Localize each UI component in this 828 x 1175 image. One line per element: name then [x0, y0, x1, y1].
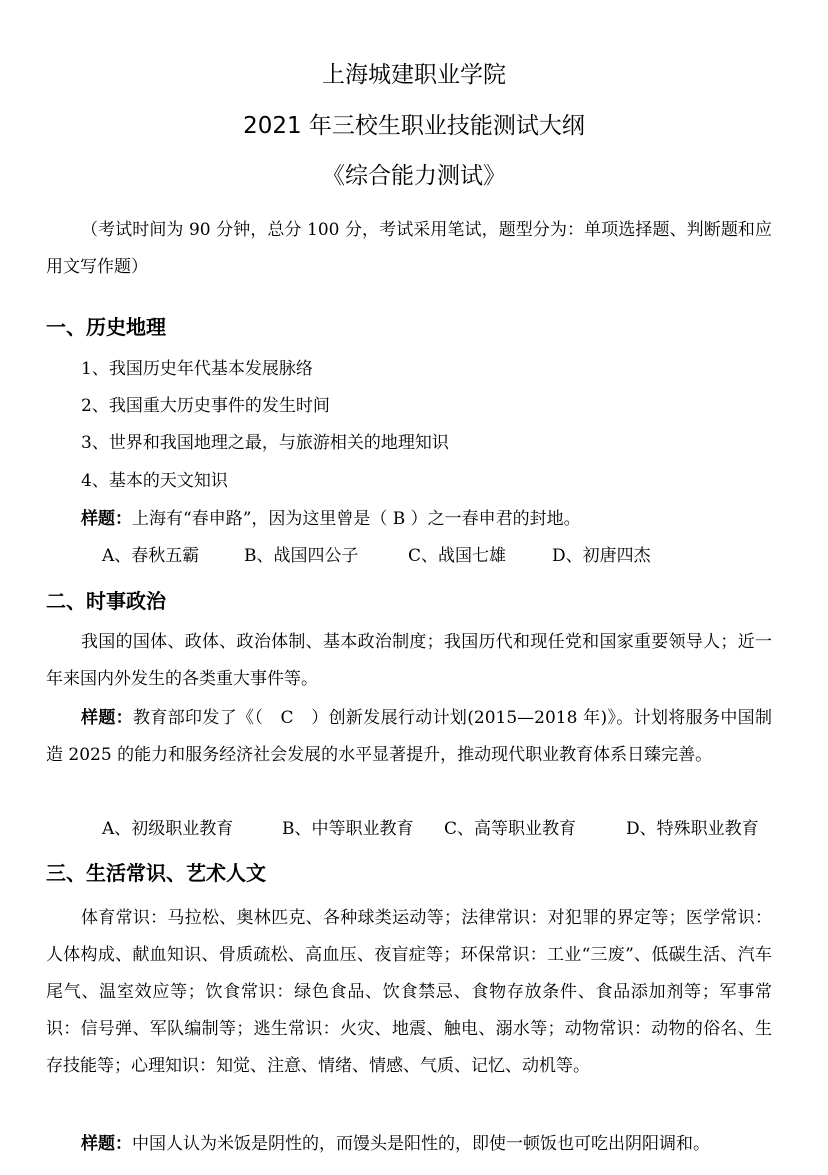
- exam-title: 2021 年三校生职业技能测试大纲: [243, 113, 585, 139]
- section-heading-politics: 二、时事政治: [46, 589, 166, 613]
- section-heading-life-arts: 三、生活常识、艺术人文: [46, 861, 266, 885]
- subject-title: 《综合能力测试》: [322, 163, 506, 189]
- example-text: 上海有“春申路”，因为这里曾是（ B ）之一春申君的封地。: [132, 509, 581, 529]
- intro-paragraph: （考试时间为 90 分钟，总分 100 分，考试采用笔试，题型分为：单项选择题、判断题和应用文写作题）: [46, 220, 772, 277]
- section-body: 我国的国体、政体、政治体制、基本政治制度；我国历代和现任党和国家重要领导人；近一年来国内外发生的各类重大事件等。: [46, 632, 772, 689]
- example-question: [81, 506, 581, 532]
- example-text: 教育部印发了《（ C ）创新发展行动计划(2015—2018 年)》。计划将服务中国制造 2025 的能力和服务经济社会发展的水平显著提升，推动现代职业教育体系日臻完善。: [46, 708, 773, 765]
- list-item: 4、基本的天文知识: [81, 471, 228, 491]
- option: C、战国七雄: [408, 546, 507, 566]
- answer-options: [102, 543, 651, 569]
- section-body: 体育常识：马拉松、奥林匹克、各种球类运动等；法律常识：对犯罪的界定等；医学常识：人体构成、献血知识、骨质疏松、高血压、夜盲症等；环保常识：工业“三废”、低碳生活、汽车尾气、温室效应等；饮食常识：绿色食品、饮食禁忌、食物存放条件、食品添加剂等；军事常识：信号弹、军队编制等；逃生常识：火灾、地震、触电、溺水等；动物常识：动物的俗名、生存技能等；心理知识：知觉、注意、情绪、情感、气质、记忆、动机等。: [46, 908, 772, 1076]
- list-item: 3、世界和我国地理之最，与旅游相关的地理知识: [81, 433, 449, 453]
- option: B、战国四公子: [244, 546, 359, 566]
- answer-options: [102, 816, 759, 842]
- section-heading-history: 一、历史地理: [46, 315, 166, 339]
- list-item: 2、我国重大历史事件的发生时间: [81, 396, 330, 416]
- example-question: [46, 1126, 772, 1163]
- example-question: [46, 700, 772, 774]
- list-item: 1、我国历史年代基本发展脉络: [81, 359, 313, 379]
- school-name: 上海城建职业学院: [322, 62, 506, 88]
- option: D、初唐四杰: [552, 546, 651, 566]
- option: C、高等职业教育: [444, 819, 577, 839]
- option: D、特殊职业教育: [626, 819, 759, 839]
- example-label: 样题：: [81, 509, 132, 529]
- example-label: 样题：: [81, 708, 134, 728]
- example-label: 样题：: [81, 1134, 132, 1154]
- option: A、春秋五霸: [102, 546, 200, 566]
- option: B、中等职业教育: [282, 819, 414, 839]
- option: A、初级职业教育: [102, 819, 234, 839]
- example-text: 中国人认为米饭是阴性的，而馒头是阳性的，即使一顿饭也可吃出阴阳调和。: [132, 1134, 710, 1154]
